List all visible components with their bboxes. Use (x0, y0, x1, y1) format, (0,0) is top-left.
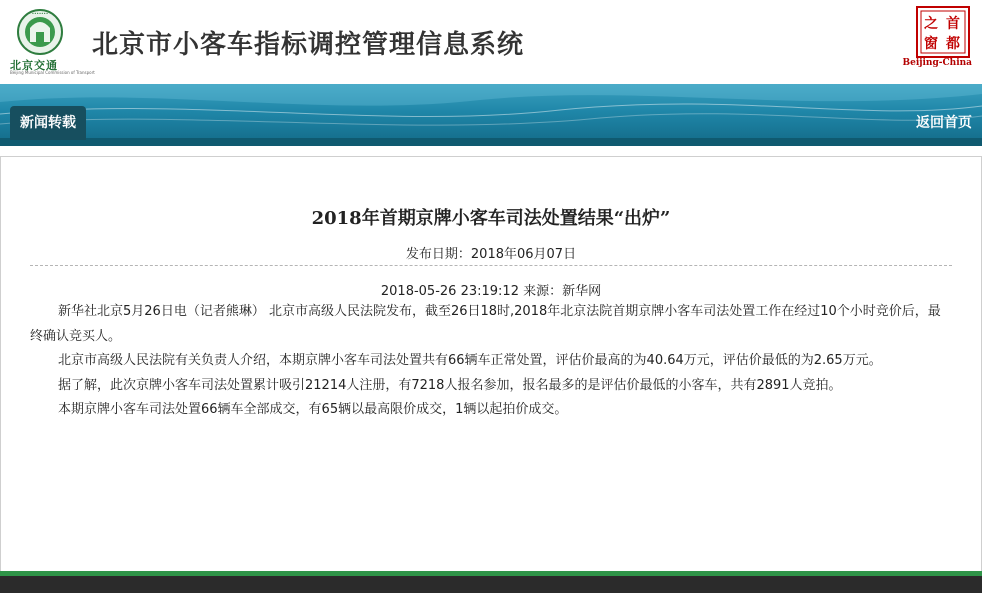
stamp-char: 首 (946, 16, 960, 32)
article-paragraph: 据了解，此次京牌小客车司法处置累计吸引21214人注册，有7218人报名参加，报名最多的是评估价最低的小客车，共有2891人竞拍。 (58, 377, 842, 393)
back-to-home-link[interactable]: 返回首页 (916, 115, 972, 131)
dashed-divider (30, 265, 952, 266)
article-paragraph: 北京市高级人民法院有关负责人介绍，本期京牌小客车司法处置共有66辆车正常处置，评估价最高的为40.64万元，评估价最低的为2.65万元。 (58, 353, 882, 368)
nav-band-underline (0, 138, 982, 146)
article-body (30, 300, 950, 423)
tab-news-reprint[interactable]: 新闻转载 (10, 106, 86, 140)
svg-text:•••••••: ••••••• (31, 11, 49, 16)
article-paragraph: 新华社北京5月26日电（记者熊琳） 北京市高级人民法院发布，截至26日18时,2018年北京法院首期京牌小客车司法处置工作在经过10个小时竞价后，最终确认竞买人。 (30, 304, 941, 344)
stamp-char: 都 (946, 36, 960, 52)
stamp-char: 之 (924, 16, 938, 32)
stamp-caption: Beijing-China (902, 58, 972, 68)
site-header (0, 0, 982, 84)
footer-bar (0, 576, 982, 593)
stamp-char: 窗 (924, 36, 938, 52)
article-paragraph: 本期京牌小客车司法处置66辆车全部成交，有65辆以最高限价成交，1辆以起拍价成交。 (58, 402, 568, 417)
logo-subtitle: Beijing Municipal Commission of Transport (10, 70, 95, 75)
article-meta: 2018-05-26 23:19:12 来源：新华网 (380, 284, 602, 299)
publish-date: 发布日期：2018年06月07日 (405, 247, 577, 262)
article-title: 2018年首期京牌小客车司法处置结果“出炉” (311, 208, 671, 229)
logo-text: 北京交通 (10, 59, 58, 72)
nav-band (0, 84, 982, 146)
site-title: 北京市小客车指标调控管理信息系统 (92, 30, 525, 60)
capital-window-stamp-logo (916, 6, 970, 58)
band-wave-decoration (0, 84, 982, 146)
